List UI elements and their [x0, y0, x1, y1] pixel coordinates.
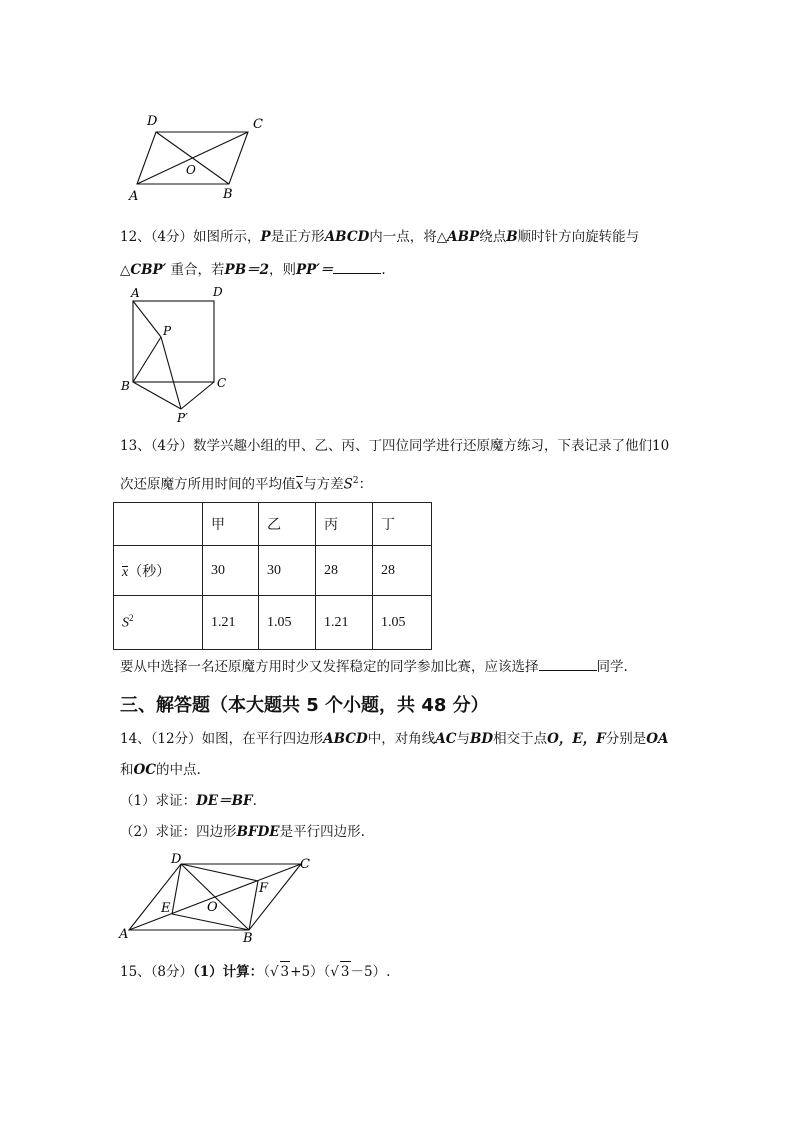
question-13-line1: 13、（4分）数学兴趣小组的甲、乙、丙、丁四位同学进行还原魔方练习，下表记录了他们10 [120, 438, 670, 454]
row-label-variance: $S^2$ [114, 596, 203, 650]
label-C: C [217, 376, 227, 390]
question-14-line1: 14、（12分）如图，在平行四边形ABCD中，对角线AC与BD相交于点O，E，F分别是OA [120, 731, 669, 747]
label-P: P [163, 324, 172, 338]
table-cell: 1.05 [373, 596, 432, 650]
question-14-part2: （2）求证：四边形BFDE是平行四边形. [120, 824, 365, 840]
parallelogram-figure-q14 [115, 848, 325, 948]
results-table [113, 502, 432, 650]
table-header-cell: 甲 [203, 503, 259, 546]
label-C: C [300, 857, 310, 872]
label-B: B [223, 187, 233, 202]
label-E: E [161, 901, 171, 916]
sqrt-radicand: 3 [340, 961, 351, 982]
question-13-prompt: 要从中选择一名还原魔方用时少又发挥稳定的同学参加比赛，应该选择 同学. [120, 656, 628, 677]
table-header-cell: 丁 [373, 503, 432, 546]
question-15-line1: 15、（8分）（1）计算：（√ 3+5）（√ 3－5）. [120, 961, 390, 982]
answer-blank-q13[interactable] [539, 656, 597, 671]
mean-symbol: x [295, 476, 304, 493]
table-cell: 1.05 [259, 596, 316, 650]
row-label-mean: x（秒） [114, 546, 203, 596]
table-header-cell: 乙 [259, 503, 316, 546]
question-12-line2: △CBP′ 重合，若PB＝2，则PP′＝ . [120, 259, 386, 280]
label-A: A [129, 189, 139, 204]
question-14-part1: （1）求证：DE＝BF. [120, 793, 257, 809]
table-cell: 1.21 [203, 596, 259, 650]
square-rotation-figure-q12 [115, 285, 240, 425]
section-title: 三、解答题（本大题共 5 个小题，共 48 分） [120, 695, 489, 716]
label-A: A [119, 927, 129, 942]
parallelogram-figure-q11 [120, 108, 280, 208]
question-14-line2: 和OC的中点. [120, 762, 201, 778]
table-cell: 1.21 [316, 596, 373, 650]
table-row [114, 546, 432, 596]
label-D: D [213, 285, 223, 299]
question-13-line2: 次还原魔方所用时间的平均值x与方差$S^2$： [120, 476, 373, 493]
sqrt-radicand: 3 [280, 961, 291, 982]
label-P-prime: P′ [177, 411, 188, 425]
label-B: B [243, 931, 253, 946]
label-A: A [131, 286, 140, 300]
answer-blank-q12[interactable] [333, 259, 381, 274]
table-cell: 30 [259, 546, 316, 596]
table-cell: 28 [316, 546, 373, 596]
table-header-cell: 丙 [316, 503, 373, 546]
table-cell: 28 [373, 546, 432, 596]
table-cell [114, 503, 203, 546]
question-12-line1: 12、（4分）如图所示，P是正方形ABCD内一点，将△ABP绕点B顺时针方向旋转能与 [120, 229, 640, 245]
table-header-row [114, 503, 432, 546]
label-D: D [147, 114, 158, 129]
label-O: O [207, 900, 218, 915]
label-F: F [259, 881, 269, 896]
label-O: O [186, 163, 196, 177]
table-row [114, 596, 432, 650]
table-cell: 30 [203, 546, 259, 596]
label-B: B [121, 379, 130, 393]
label-C: C [253, 117, 263, 132]
label-D: D [171, 852, 182, 867]
